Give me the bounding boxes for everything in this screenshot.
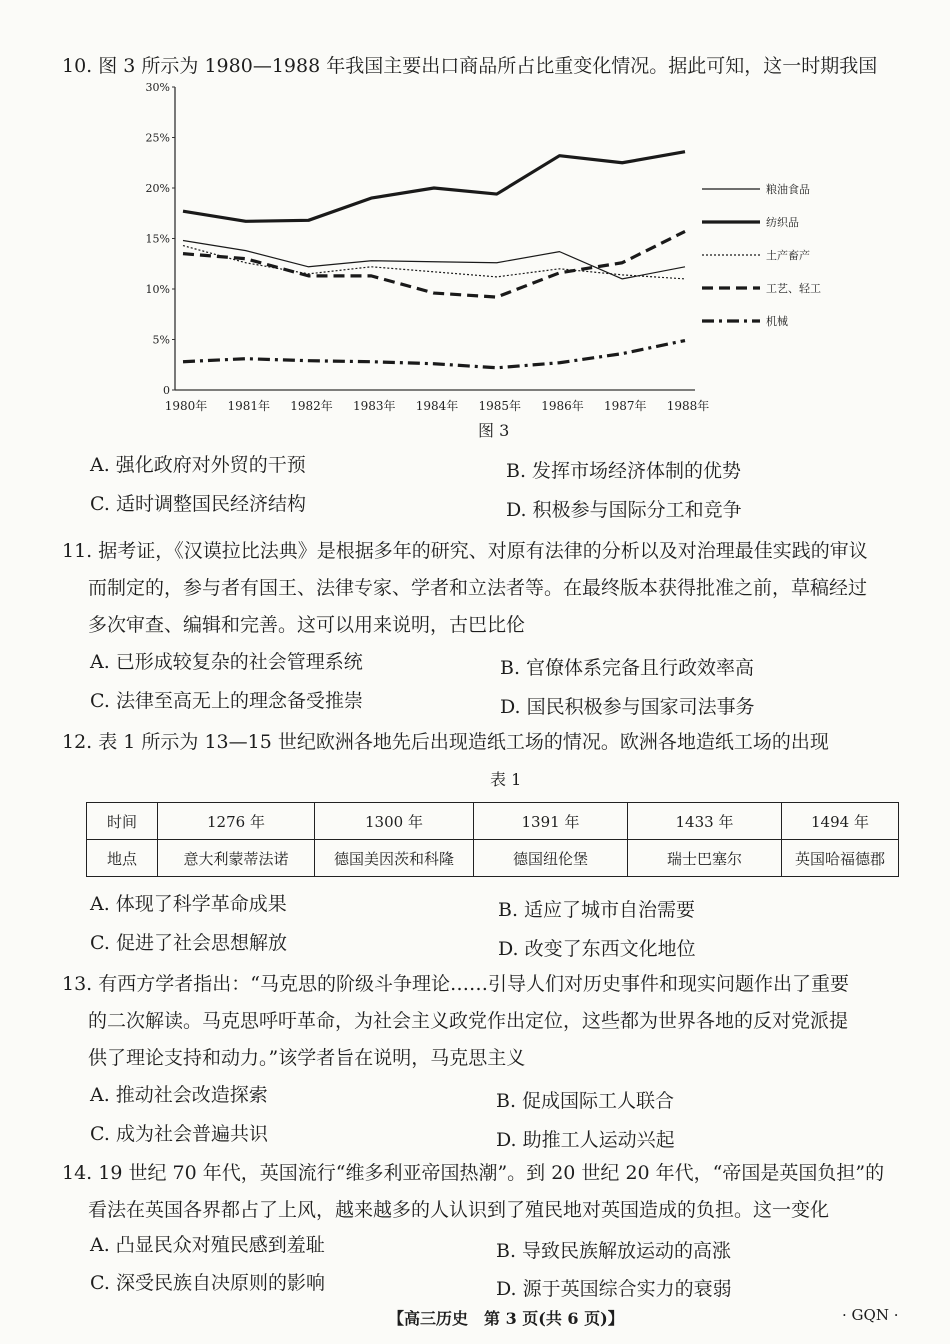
table-cell: 英国哈福德郡 bbox=[782, 840, 899, 877]
paper-code: · GQN · bbox=[842, 1306, 899, 1324]
table-header-time: 时间 bbox=[87, 803, 158, 840]
table-cell: 瑞士巴塞尔 bbox=[628, 840, 782, 877]
x-tick-label: 1984年 bbox=[415, 399, 459, 413]
q14-line-1: 14. 19 世纪 70 年代，英国流行“维多利亚帝国热潮”。到 20 世纪 20 年代，“帝国是英国负担”的 bbox=[62, 1162, 885, 1184]
table-cell: 德国纽伦堡 bbox=[474, 840, 628, 877]
q13-option-b[interactable]: B. 促成国际工人联合 bbox=[496, 1090, 675, 1112]
table-caption: 表 1 bbox=[490, 770, 522, 789]
q13-line-3: 供了理论支持和动力。”该学者旨在说明，马克思主义 bbox=[88, 1047, 526, 1069]
q13-option-c[interactable]: C. 成为社会普遍共识 bbox=[90, 1123, 268, 1145]
y-tick-label: 20% bbox=[145, 182, 170, 195]
x-tick-label: 1980年 bbox=[164, 399, 208, 413]
legend-label: 粮油食品 bbox=[766, 183, 810, 196]
q10-option-a[interactable]: A. 强化政府对外贸的干预 bbox=[90, 454, 306, 476]
table-cell: 1300 年 bbox=[315, 803, 474, 840]
q14-option-c[interactable]: C. 深受民族自决原则的影响 bbox=[90, 1272, 325, 1294]
q14-option-d[interactable]: D. 源于英国综合实力的衰弱 bbox=[496, 1278, 732, 1300]
x-tick-label: 1982年 bbox=[290, 399, 333, 413]
y-tick-label: 30% bbox=[145, 81, 170, 94]
legend-label: 工艺、轻工 bbox=[766, 282, 821, 295]
table-cell: 1276 年 bbox=[158, 803, 315, 840]
y-tick-label: 15% bbox=[145, 232, 170, 246]
q11-option-b[interactable]: B. 官僚体系完备且行政效率高 bbox=[500, 657, 755, 679]
x-tick-label: 1987年 bbox=[603, 399, 647, 413]
legend-label: 土产畜产 bbox=[766, 249, 810, 262]
x-tick-label: 1985年 bbox=[478, 399, 522, 413]
paper-mill-table bbox=[86, 802, 899, 877]
q10-option-c[interactable]: C. 适时调整国民经济结构 bbox=[90, 493, 306, 515]
q14-line-2: 看法在英国各界都占了上风，越来越多的人认识到了殖民地对英国造成的负担。这一变化 bbox=[88, 1199, 830, 1221]
q11-line-1: 11. 据考证，《汉谟拉比法典》是根据多年的研究、对原有法律的分析以及对治理最佳实践的审议 bbox=[62, 540, 868, 562]
q11-option-c[interactable]: C. 法律至高无上的理念备受推崇 bbox=[90, 690, 363, 712]
q14-option-b[interactable]: B. 导致民族解放运动的高涨 bbox=[496, 1240, 732, 1262]
q10-option-b[interactable]: B. 发挥市场经济体制的优势 bbox=[506, 460, 742, 482]
q12-option-b[interactable]: B. 适应了城市自治需要 bbox=[498, 899, 696, 921]
q11-option-a[interactable]: A. 已形成较复杂的社会管理系统 bbox=[90, 651, 363, 673]
q12-option-c[interactable]: C. 促进了社会思想解放 bbox=[90, 932, 287, 954]
q12-stem: 12. 表 1 所示为 13—15 世纪欧洲各地先后出现造纸工场的情况。欧洲各地造纸工场的出现 bbox=[62, 731, 829, 753]
q12-option-d[interactable]: D. 改变了东西文化地位 bbox=[498, 938, 696, 960]
table-cell: 德国美因茨和科隆 bbox=[315, 840, 474, 877]
chart-x-ticks bbox=[165, 398, 710, 413]
q11-line-3: 多次审查、编辑和完善。这可以用来说明，古巴比伦 bbox=[88, 614, 526, 636]
table-cell: 1391 年 bbox=[474, 803, 628, 840]
table-cell: 1433 年 bbox=[628, 803, 782, 840]
chart-legend bbox=[702, 182, 821, 328]
series-line bbox=[183, 341, 685, 368]
x-tick-label: 1981年 bbox=[227, 399, 271, 413]
series-line bbox=[183, 231, 685, 297]
y-tick-label: 0 bbox=[163, 384, 170, 397]
export-share-line-chart bbox=[120, 72, 840, 417]
x-tick-label: 1988年 bbox=[666, 399, 710, 413]
table-cell: 意大利蒙蒂法诺 bbox=[158, 840, 315, 877]
series-line bbox=[183, 152, 685, 222]
chart-y-ticks bbox=[146, 81, 175, 397]
chart-series-lines bbox=[183, 152, 685, 368]
q10-option-d[interactable]: D. 积极参与国际分工和竞争 bbox=[506, 499, 742, 521]
q13-line-1: 13. 有西方学者指出：“马克思的阶级斗争理论……引导人们对历史事件和现实问题作出了重要 bbox=[62, 973, 849, 995]
q13-option-d[interactable]: D. 助推工人运动兴起 bbox=[496, 1129, 675, 1151]
q13-option-a[interactable]: A. 推动社会改造探索 bbox=[90, 1084, 268, 1106]
q14-option-a[interactable]: A. 凸显民众对殖民感到羞耻 bbox=[90, 1234, 325, 1256]
chart-axes bbox=[175, 87, 695, 390]
legend-label: 纺织品 bbox=[766, 216, 799, 229]
q11-stem bbox=[62, 533, 920, 644]
q11-line-2: 而制定的，参与者有国王、法律专家、学者和立法者等。在最终版本获得批准之前，草稿经过 bbox=[88, 577, 868, 599]
table-cell: 1494 年 bbox=[782, 803, 899, 840]
series-line bbox=[183, 241, 685, 279]
y-tick-label: 5% bbox=[152, 333, 170, 347]
q12-option-a[interactable]: A. 体现了科学革命成果 bbox=[90, 893, 287, 915]
table-header-place: 地点 bbox=[87, 840, 158, 877]
x-tick-label: 1983年 bbox=[352, 399, 396, 413]
legend-label: 机械 bbox=[766, 315, 788, 328]
q14-stem bbox=[62, 1155, 920, 1229]
q10-stem: 10. 图 3 所示为 1980—1988 年我国主要出口商品所占比重变化情况。据此可知，这一时期我国 bbox=[62, 55, 878, 77]
q11-option-d[interactable]: D. 国民积极参与国家司法事务 bbox=[500, 696, 755, 718]
q13-stem bbox=[62, 966, 920, 1077]
table-row-place bbox=[87, 840, 899, 877]
table-row-time bbox=[87, 803, 899, 840]
q13-line-2: 的二次解读。马克思呼吁革命，为社会主义政党作出定位，这些都为世界各地的反对党派提 bbox=[88, 1010, 849, 1032]
x-tick-label: 1986年 bbox=[541, 399, 584, 413]
page-footer: 【高三历史 第 3 页(共 6 页)】 bbox=[388, 1309, 624, 1328]
y-tick-label: 10% bbox=[145, 283, 170, 296]
y-tick-label: 25% bbox=[145, 131, 170, 145]
figure-caption: 图 3 bbox=[478, 421, 510, 440]
